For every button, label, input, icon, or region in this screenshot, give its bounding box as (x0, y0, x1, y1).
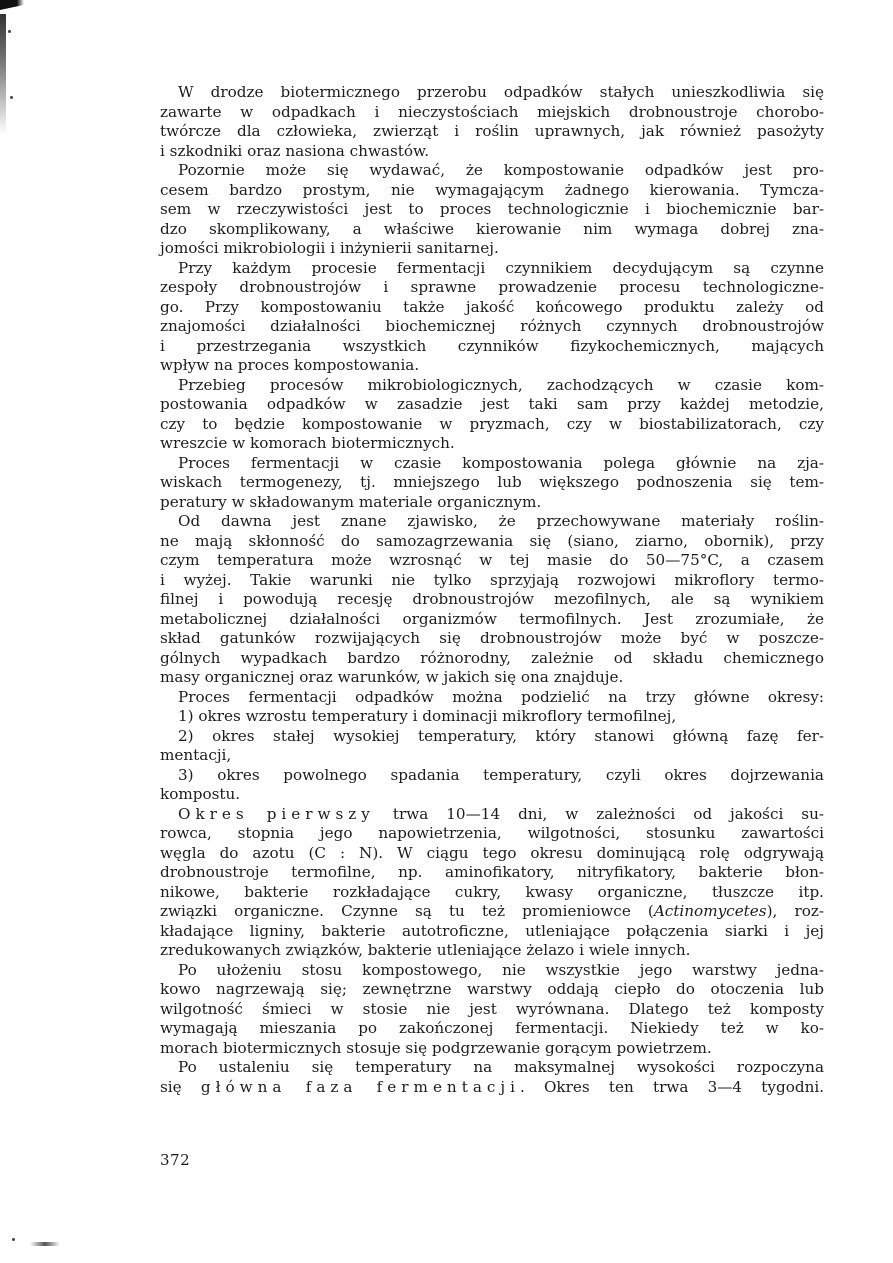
scan-edge-left (0, 14, 6, 134)
scan-speck (8, 30, 11, 33)
text-line: morach biotermicznych stosuje się podgrzewanie gorącym powietrzem. (160, 1038, 712, 1057)
text-line: metabolicznej działalności organizmów termofilnych. Jest zrozumiałe, że (160, 609, 824, 628)
text-line: i szkodniki oraz nasiona chwastów. (160, 141, 430, 160)
text-line: Proces fermentacji odpadków można podzielić na trzy główne okresy: (178, 687, 824, 706)
text-line: wilgotność śmieci w stosie nie jest wyrównana. Dlatego też komposty (160, 999, 824, 1018)
text-line: wpływ na proces kompostowania. (160, 356, 420, 374)
text-line: Po ułożeniu stosu kompostowego, nie wszystkie jego warstwy jedna- (178, 960, 824, 979)
text-line: i wyżej. Takie warunki nie tylko sprzyjają rozwojowi mikroflory termo- (160, 570, 824, 589)
text-line: Po ustaleniu się temperatury na maksymalnej wysokości rozpoczyna (178, 1058, 824, 1076)
text-line: czym temperatura może wzrosnąć w tej masie do 50—75°C, a czasem (160, 551, 824, 569)
text-line: wiskach termogenezy, tj. mniejszego lub większego podnoszenia się tem- (160, 473, 824, 491)
text-line: sem w rzeczywistości jest to proces technologicznie i biochemicznie bar- (160, 200, 824, 218)
text-line: W drodze biotermicznego przerobu odpadków stałych unieszkodliwia się (178, 83, 824, 101)
page-number: 372 (160, 1151, 191, 1169)
text-line: 1) okres wzrostu temperatury i dominacji mikroflory termofilnej, (178, 707, 677, 725)
text-line: cesem bardzo prostym, nie wymagającym żadnego kierowania. Tymcza- (160, 180, 824, 199)
text-line: ne mają skłonność do samozagrzewania się (siano, ziarno, obornik), przy (160, 531, 824, 550)
scan-speck (12, 1238, 15, 1241)
text-line: dzo skomplikowany, a właściwe kierowanie nim wymaga dobrej zna- (160, 219, 824, 238)
text-line: i przestrzegania wszystkich czynników fizykochemicznych, mających (160, 336, 824, 355)
text-line: go. Przy kompostowaniu także jakość końcowego produktu zależy od (160, 297, 824, 316)
text-line: jomości mikrobiologii i inżynierii sanitarnej. (160, 239, 499, 257)
text-line: mentacji, (160, 746, 232, 764)
text-line: kowo nagrzewają się; zewnętrzne warstwy oddają ciepło do otoczenia lub (160, 980, 824, 998)
text-line: wreszcie w komorach biotermicznych. (160, 434, 455, 452)
text-line: zawarte w odpadkach i nieczystościach miejskich drobnoustroje chorobo- (160, 102, 824, 121)
body-text (160, 83, 824, 1097)
text-line: postowania odpadków w zasadzie jest taki sam przy każdej metodzie, (160, 395, 824, 413)
text-line: zredukowanych związków, bakterie utleniające żelazo i wiele innych. (160, 941, 691, 959)
text-line: masy organicznej oraz warunków, w jakich się ona znajduje. (160, 668, 624, 686)
text-line: Przy każdym procesie fermentacji czynnikiem decydującym są czynne (178, 258, 824, 277)
text-line: wymagają mieszania po zakończonej fermentacji. Niekiedy też w ko- (160, 1019, 824, 1037)
text-line: nikowe, bakterie rozkładające cukry, kwasy organiczne, tłuszcze itp. (160, 882, 824, 901)
scan-bottom-mark (30, 1242, 60, 1246)
text-line: Przebieg procesów mikrobiologicznych, zachodzących w czasie kom- (178, 375, 824, 394)
text-line: Pozornie może się wydawać, że kompostowanie odpadków jest pro- (178, 161, 824, 179)
text-line: twórcze dla człowieka, zwierząt i roślin uprawnych, jak również pasożyty (160, 122, 824, 140)
text-line: węgla do azotu (C : N). W ciągu tego okresu dominującą rolę odgrywają (160, 843, 824, 862)
text-line: 2) okres stałej wysokiej temperatury, który stanowi główną fazę fer- (178, 726, 824, 745)
text-line: się główna faza fermentacji. Okres ten trwa 3—4 tygodni. (160, 1077, 825, 1096)
text-line: związki organiczne. Czynne są tu też promieniowce (Actinomycetes), roz- (160, 902, 824, 920)
text-line: znajomości działalności biochemicznej różnych czynnych drobnoustrojów (160, 317, 824, 335)
text-line: gólnych wypadkach bardzo różnorodny, zależnie od składu chemicznego (160, 648, 824, 667)
text-line: Od dawna jest znane zjawisko, że przechowywane materiały roślin- (178, 512, 824, 530)
text-line: Okres pierwszy trwa 10—14 dni, w zależności od jakości su- (178, 804, 824, 823)
text-line: Proces fermentacji w czasie kompostowania polega głównie na zja- (178, 453, 824, 472)
text-line: kompostu. (160, 785, 241, 803)
text-line: czy to będzie kompostowanie w pryzmach, czy w biostabilizatorach, czy (160, 414, 824, 433)
text-line: 3) okres powolnego spadania temperatury, czyli okres dojrzewania (178, 765, 824, 784)
scan-edge-top (0, 0, 24, 10)
text-line: kładające ligniny, bakterie autotroficzne, utleniające połączenia siarki i jej (160, 921, 824, 940)
text-line: filnej i powodują recesję drobnoustrojów mezofilnych, ale są wynikiem (160, 590, 824, 608)
text-line: skład gatunków rozwijających się drobnoustrojów może być w poszcze- (160, 629, 824, 647)
text-line: drobnoustroje termofilne, np. aminofikatory, nitryfikatory, bakterie błon- (160, 863, 824, 881)
text-line: zespoły drobnoustrojów i sprawne prowadzenie procesu technologiczne- (160, 278, 824, 296)
scan-speck (10, 96, 13, 99)
text-line: rowca, stopnia jego napowietrzenia, wilgotności, stosunku zawartości (160, 824, 824, 842)
text-line: peratury w składowanym materiale organicznym. (160, 492, 542, 511)
